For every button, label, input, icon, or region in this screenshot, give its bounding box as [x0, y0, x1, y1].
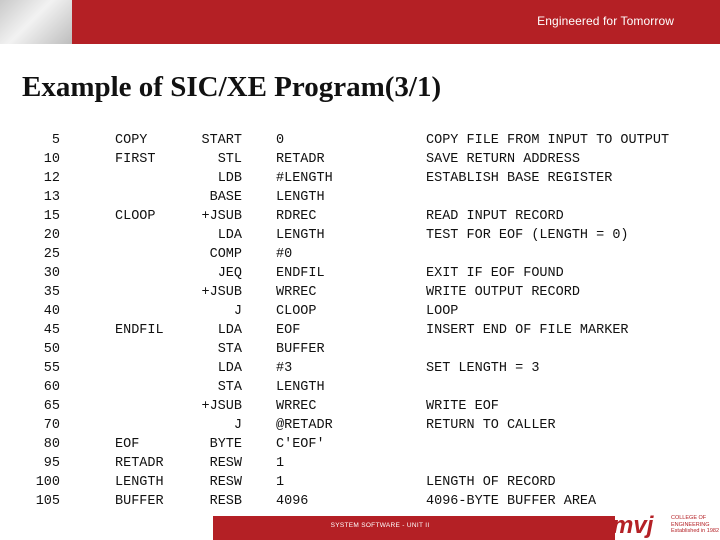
code-line	[0, 283, 720, 302]
line-number: 15	[43, 209, 60, 224]
code-line	[0, 340, 720, 359]
operand: #LENGTH	[276, 171, 333, 186]
line-number: 65	[43, 399, 60, 414]
opcode: RESW	[209, 456, 242, 471]
opcode: START	[201, 133, 242, 148]
code-line	[0, 150, 720, 169]
operand: 0	[276, 133, 285, 148]
comment: LENGTH OF RECORD	[426, 475, 556, 490]
line-number: 45	[43, 323, 60, 338]
operand: LENGTH	[276, 380, 325, 395]
opcode: STL	[217, 152, 242, 167]
line-number: 40	[43, 304, 60, 319]
header-tagline: Engineered for Tomorrow	[537, 14, 674, 28]
line-number: 13	[43, 190, 60, 205]
label: BUFFER	[115, 494, 164, 509]
code-line	[0, 245, 720, 264]
comment: READ INPUT RECORD	[426, 209, 564, 224]
code-line	[0, 416, 720, 435]
logo-text	[671, 515, 719, 535]
operand: LENGTH	[276, 190, 325, 205]
code-line	[0, 454, 720, 473]
line-number: 35	[43, 285, 60, 300]
opcode: +JSUB	[201, 399, 242, 414]
code-line	[0, 473, 720, 492]
operand: C'EOF'	[276, 437, 325, 452]
opcode: J	[233, 418, 242, 433]
code-line	[0, 321, 720, 340]
label: COPY	[115, 133, 148, 148]
line-number: 105	[35, 494, 60, 509]
operand: 1	[276, 456, 285, 471]
comment: 4096-BYTE BUFFER AREA	[426, 494, 597, 509]
operand: RETADR	[276, 152, 325, 167]
opcode: STA	[217, 342, 242, 357]
operand: WRREC	[276, 285, 317, 300]
opcode: JEQ	[217, 266, 242, 281]
comment: SET LENGTH = 3	[426, 361, 540, 376]
code-line	[0, 492, 720, 511]
line-number: 50	[43, 342, 60, 357]
comment: COPY FILE FROM INPUT TO OUTPUT	[426, 133, 670, 148]
operand: EOF	[276, 323, 301, 338]
comment: TEST FOR EOF (LENGTH = 0)	[426, 228, 629, 243]
logo-line: COLLEGE OF	[671, 515, 707, 521]
line-number: 10	[43, 152, 60, 167]
operand: RDREC	[276, 209, 317, 224]
code-line	[0, 169, 720, 188]
opcode: LDA	[217, 323, 242, 338]
opcode: BASE	[209, 190, 242, 205]
operand: CLOOP	[276, 304, 317, 319]
opcode: RESB	[209, 494, 242, 509]
operand: @RETADR	[276, 418, 333, 433]
opcode: J	[233, 304, 242, 319]
label: LENGTH	[115, 475, 164, 490]
footer-label: SYSTEM SOFTWARE - UNIT II	[330, 522, 430, 529]
operand: 4096	[276, 494, 309, 509]
operand: #0	[276, 247, 293, 262]
label: CLOOP	[115, 209, 156, 224]
line-number: 60	[43, 380, 60, 395]
code-line	[0, 435, 720, 454]
line-number: 55	[43, 361, 60, 376]
header-bar	[0, 0, 720, 44]
line-number: 5	[51, 133, 60, 148]
comment: RETURN TO CALLER	[426, 418, 556, 433]
code-line	[0, 131, 720, 150]
line-number: 30	[43, 266, 60, 281]
logo-line: ENGINEERING	[671, 521, 710, 528]
logo-line: Established in 1982	[671, 528, 720, 534]
code-line	[0, 188, 720, 207]
comment: INSERT END OF FILE MARKER	[426, 323, 629, 338]
opcode: COMP	[209, 247, 242, 262]
opcode: +JSUB	[201, 285, 242, 300]
code-line	[0, 264, 720, 283]
slide-title: Example of SIC/XE Program(3/1)	[22, 71, 442, 103]
college-logo	[612, 512, 720, 540]
comment: WRITE EOF	[426, 399, 499, 414]
operand: BUFFER	[276, 342, 325, 357]
opcode: +JSUB	[201, 209, 242, 224]
logo-mark: mvj	[612, 512, 654, 539]
operand: WRREC	[276, 399, 317, 414]
line-number: 25	[43, 247, 60, 262]
comment: WRITE OUTPUT RECORD	[426, 285, 580, 300]
opcode: BYTE	[209, 437, 242, 452]
line-number: 95	[43, 456, 60, 471]
code-line	[0, 226, 720, 245]
opcode: RESW	[209, 475, 242, 490]
label: FIRST	[115, 152, 156, 167]
code-line	[0, 397, 720, 416]
operand: 1	[276, 475, 285, 490]
opcode: LDB	[217, 171, 242, 186]
operand: ENDFIL	[276, 266, 325, 281]
code-line	[0, 378, 720, 397]
line-number: 100	[35, 475, 60, 490]
header-graphic	[0, 0, 72, 44]
label: EOF	[115, 437, 140, 452]
line-number: 12	[43, 171, 60, 186]
label: ENDFIL	[115, 323, 164, 338]
code-line	[0, 302, 720, 321]
code-line	[0, 207, 720, 226]
comment: ESTABLISH BASE REGISTER	[426, 171, 613, 186]
opcode: LDA	[217, 361, 242, 376]
comment: LOOP	[426, 304, 459, 319]
comment: EXIT IF EOF FOUND	[426, 266, 564, 281]
comment: SAVE RETURN ADDRESS	[426, 152, 580, 167]
operand: #3	[276, 361, 293, 376]
line-number: 20	[43, 228, 60, 243]
opcode: LDA	[217, 228, 242, 243]
opcode: STA	[217, 380, 242, 395]
line-number: 80	[43, 437, 60, 452]
code-line	[0, 359, 720, 378]
line-number: 70	[43, 418, 60, 433]
operand: LENGTH	[276, 228, 325, 243]
label: RETADR	[115, 456, 164, 471]
program-listing	[0, 131, 720, 516]
